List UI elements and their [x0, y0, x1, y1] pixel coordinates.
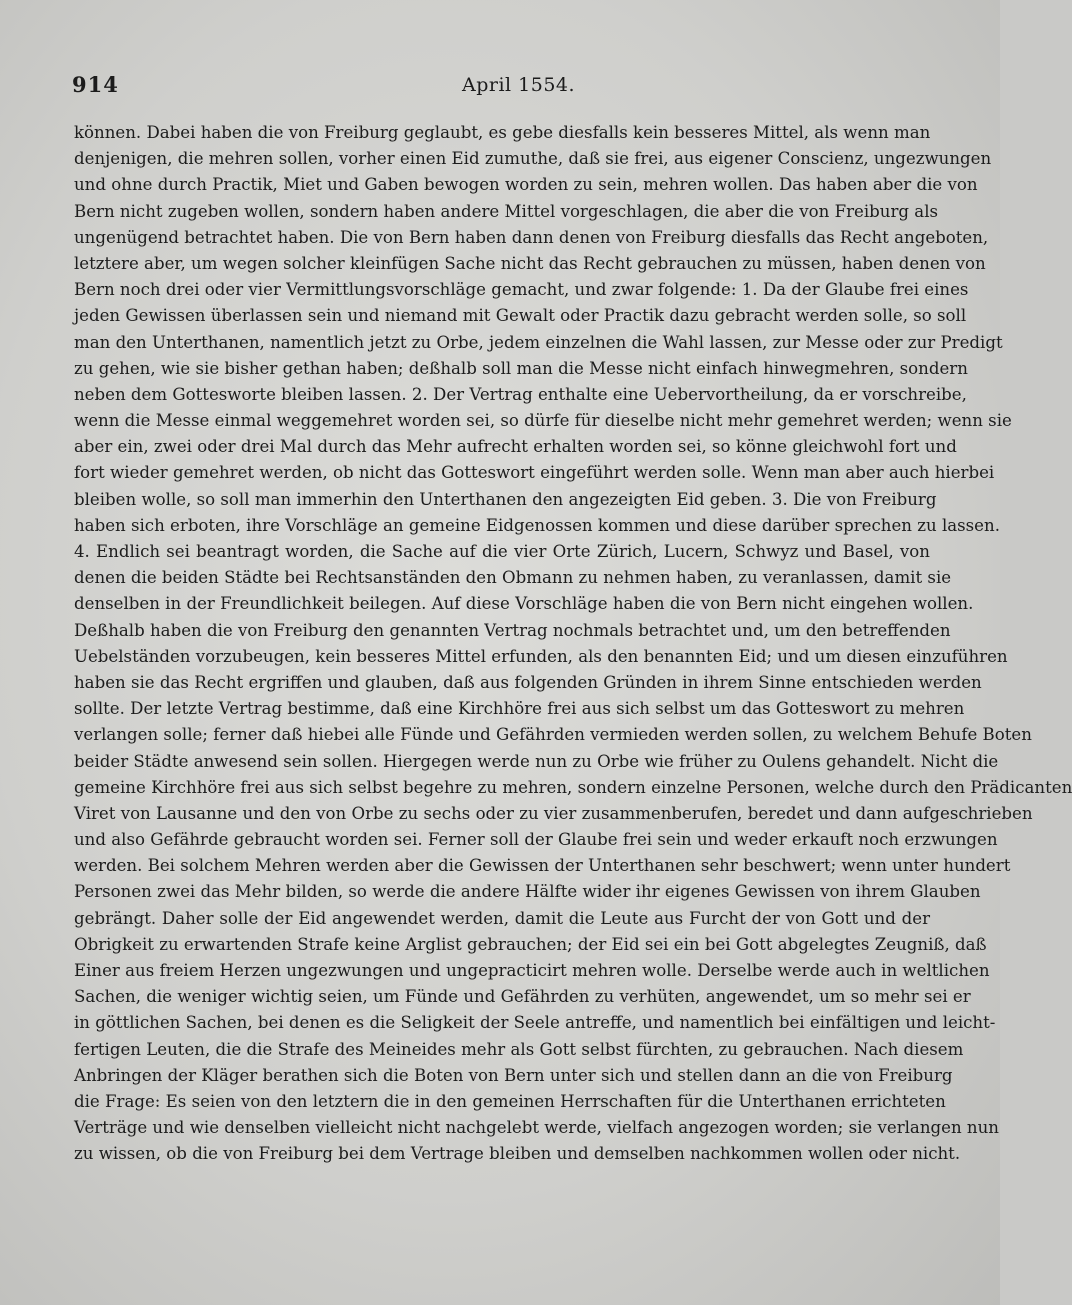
text-line: ungenügend betrachtet haben. Die von Bern haben dann denen von Freiburg diesfalls das Recht angeboten, [74, 227, 989, 247]
text-line: gebrängt. Daher solle der Eid angewendet werden, damit die Leute aus Furcht der von Gott und der [74, 908, 930, 928]
text-line: 4. Endlich sei beantragt worden, die Sache auf die vier Orte Zürich, Lucern, Schwyz und Basel, von [74, 542, 930, 561]
body-text [74, 120, 1072, 1168]
text-line: fort wieder gemehret werden, ob nicht das Gotteswort eingeführt werden solle. Wenn man aber auch hierbei [74, 463, 995, 483]
text-line: neben dem Gottesworte bleiben lassen. 2. Der Vertrag enthalte eine Uebervortheilung, da er vorschreibe, [74, 384, 967, 404]
text-line: haben sich erboten, ihre Vorschläge an gemeine Eidgenossen kommen und diese darüber sprechen zu lassen. [74, 515, 1000, 535]
text-line: denjenigen, die mehren sollen, vorher einen Eid zumuthe, daß sie frei, aus eigener Conscienz, ungezwungen [74, 149, 992, 169]
text-line: Verträge und wie denselben vielleicht nicht nachgelebt werde, vielfach angezogen worden; sie verlangen nun [74, 1118, 999, 1138]
text-line: verlangen solle; ferner daß hiebei alle Fünde und Gefährden vermieden werden sollen, zu welchem Behufe Boten [74, 725, 1032, 745]
text-line: Bern noch drei oder vier Vermittlungsvorschläge gemacht, und zwar folgende: 1. Da der Glaube frei eines [74, 280, 969, 300]
text-line: fertigen Leuten, die die Strafe des Meineides mehr als Gott selbst fürchten, zu gebrauchen. Nach diesem [74, 1039, 964, 1059]
text-line: denselben in der Freundlichkeit beilegen. Auf diese Vorschläge haben die von Bern nicht eingehen wollen. [74, 594, 974, 614]
text-line: beider Städte anwesend sein sollen. Hiergegen werde nun zu Orbe wie früher zu Oulens gehandelt. Nicht die [74, 751, 999, 771]
text-line: Obrigkeit zu erwartenden Strafe keine Arglist gebrauchen; der Eid sei ein bei Gott abgelegtes Zeugniß, daß [74, 934, 987, 954]
running-head: April 1554. [462, 74, 576, 96]
text-line: aber ein, zwei oder drei Mal durch das Mehr aufrecht erhalten worden sei, so könne gleichwohl fort und [74, 437, 957, 457]
text-line: zu gehen, wie sie bisher gethan haben; deßhalb soll man die Messe nicht einfach hinwegmehren, sondern [74, 358, 968, 378]
text-line: Uebelständen vorzubeugen, kein besseres Mittel erfunden, als den benannten Eid; und um diesen einzuführen [74, 646, 1008, 666]
text-line: Viret von Lausanne und den von Orbe zu sechs oder zu vier zusammenberufen, beredet und dann aufgeschrieben [74, 803, 1033, 823]
text-line: in göttlichen Sachen, bei denen es die Seligkeit der Seele antreffe, und namentlich bei einfältigen und leicht- [74, 1013, 996, 1033]
text-line: die Frage: Es seien von den letztern die in den gemeinen Herrschaften für die Unterthanen errichteten [74, 1091, 946, 1111]
text-line: denen die beiden Städte bei Rechtsanständen den Obmann zu nehmen haben, zu veranlassen, damit sie [74, 568, 952, 588]
text-line: letztere aber, um wegen solcher kleinfügen Sache nicht das Recht gebrauchen zu müssen, haben denen von [74, 253, 986, 273]
text-line: Anbringen der Kläger berathen sich die Boten von Bern unter sich und stellen dann an die von Freiburg [74, 1065, 953, 1085]
text-line: werden. Bei solchem Mehren werden aber die Gewissen der Unterthanen sehr beschwert; wenn unter hundert [74, 856, 1011, 876]
text-line: Bern nicht zugeben wollen, sondern haben andere Mittel vorgeschlagen, die aber die von Freiburg als [74, 201, 939, 221]
text-line: jeden Gewissen überlassen sein und niemand mit Gewalt oder Practik dazu gebracht werden solle, so soll [74, 306, 967, 326]
text-line: Einer aus freiem Herzen ungezwungen und ungepracticirt mehren wolle. Derselbe werde auch in weltlichen [74, 961, 990, 980]
text-line: gemeine Kirchhöre frei aus sich selbst begehre zu mehren, sondern einzelne Personen, welche durch den Prädicanten [74, 777, 1072, 797]
text-line: Deßhalb haben die von Freiburg den genannten Vertrag nochmals betrachtet und, um den betreffenden [74, 620, 951, 640]
text-line: Sachen, die weniger wichtig seien, um Fünde und Gefährden zu verhüten, angewendet, um so mehr sei er [74, 987, 971, 1007]
show-through-mark [150, 1188, 210, 1206]
text-line: zu wissen, ob die von Freiburg bei dem Vertrage bleiben und demselben nachkommen wollen oder nicht. [74, 1144, 961, 1164]
page-header [72, 72, 932, 104]
text-line: wenn die Messe einmal weggemehret worden sei, so dürfe für dieselbe nicht mehr gemehret werden; wenn sie [74, 411, 1012, 431]
text-line: man den Unterthanen, namentlich jetzt zu Orbe, jedem einzelnen die Wahl lassen, zur Messe oder zur Predigt [74, 332, 1003, 352]
text-line: sollte. Der letzte Vertrag bestimme, daß eine Kirchhöre frei aus sich selbst um das Gotteswort zu mehren [74, 699, 965, 719]
text-line: Personen zwei das Mehr bilden, so werde die andere Hälfte wider ihr eigenes Gewissen von ihrem Glauben [74, 882, 981, 902]
text-line: können. Dabei haben die von Freiburg geglaubt, es gebe diesfalls kein besseres Mittel, als wenn man [74, 123, 931, 142]
page-number: 914 [72, 72, 119, 97]
text-line: bleiben wolle, so soll man immerhin den Unterthanen den angezeigten Eid geben. 3. Die von Freiburg [74, 489, 937, 509]
text-line: und ohne durch Practik, Miet und Gaben bewogen worden zu sein, mehren wollen. Das haben aber die von [74, 175, 978, 195]
text-line: haben sie das Recht ergriffen und glauben, daß aus folgenden Gründen in ihrem Sinne entschieden werden [74, 672, 982, 692]
text-line: und also Gefährde gebraucht worden sei. Ferner soll der Glaube frei sein und weder erkauft noch erzwungen [74, 830, 998, 850]
